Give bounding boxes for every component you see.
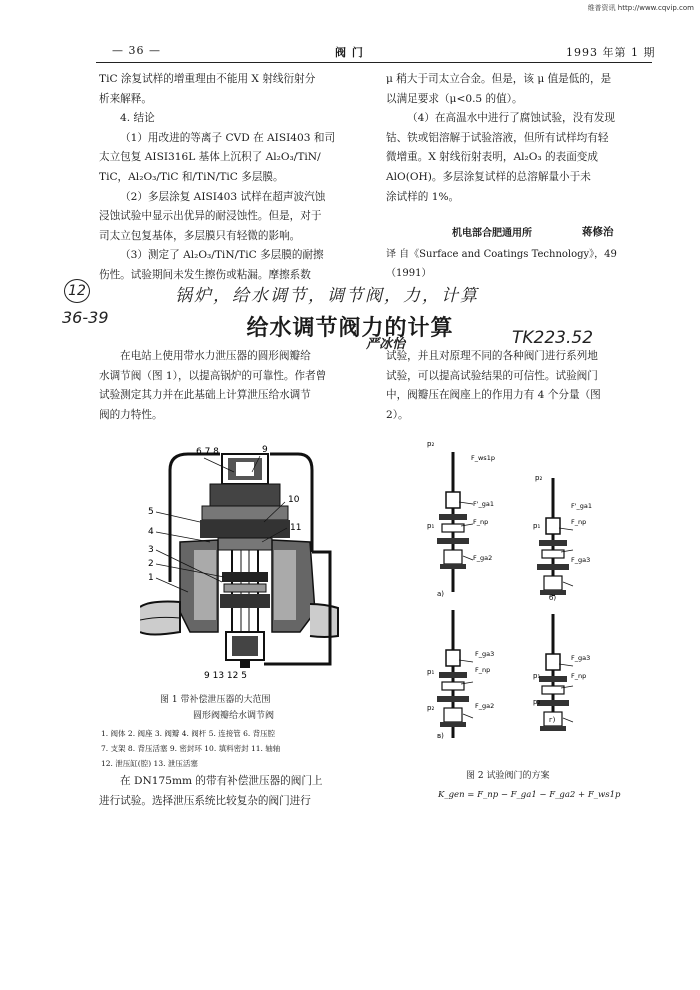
body-flange: [537, 564, 569, 570]
fig1-label-2: 2: [148, 559, 154, 569]
fig1-label-bottom: 9 13 12 5: [204, 671, 247, 681]
prev-article-right-column: [386, 70, 654, 207]
fig2-force-ga1: F'_ga1: [473, 500, 495, 508]
fig2-force-ga1-b: F'_ga1: [571, 502, 593, 510]
fig2-force-ga3-c: F_ga3: [475, 650, 495, 658]
fig1-label-4: 4: [148, 527, 154, 537]
lower-piston: [544, 576, 562, 590]
force-arrow: [463, 556, 473, 560]
figure1-legend-line3: 12. 泄压缸(腔) 13. 泄压活塞: [101, 759, 198, 768]
text-line: 中，阀瓣压在阀座上的作用力有 4 个分量（图: [386, 389, 601, 402]
seat-flange: [539, 540, 567, 546]
figure1-caption-line1: 图 1 带补偿泄压器的大范围: [160, 695, 271, 705]
text-line: （1）用改进的等离子 CVD 在 AISI403 和司: [120, 131, 336, 144]
lower-piston: [444, 708, 462, 722]
article-body-left: [99, 772, 361, 811]
text-line: 试验，并且对原理不同的各种阀门进行系列地: [386, 350, 598, 362]
fig1-label-1: 1: [148, 573, 154, 583]
text-line: 太立包复 AISI316L 基体上沉积了 Al₂O₃/TiN/: [99, 151, 321, 164]
fig2-p2-d: p₂: [533, 698, 541, 706]
text-line: 阀的力特性。: [99, 408, 163, 421]
text-line: 钴、铁或铝溶解于试验溶液，但所有试样均有轻: [386, 131, 609, 144]
fig2-p1-b: p₁: [533, 522, 541, 530]
fig2-p1-c: p₁: [427, 668, 435, 676]
text-line: 试验，可以提高试验结果的可信性。试验阀门: [386, 369, 598, 382]
body-flange: [437, 696, 469, 702]
figure2-caption: 图 2 试验阀门的方案: [466, 771, 550, 781]
figure1-caption-line2: 圆形阀瓣给水调节阀: [193, 711, 275, 721]
fig2-p2-b: p₂: [535, 474, 543, 482]
text-line: （3）测定了 Al₂O₃/TiN/TiC 多层膜的耐擦: [120, 249, 324, 262]
text-line: 试验测定其力并在此基础上计算泄压给水调节: [99, 389, 311, 402]
upper-piston: [446, 650, 460, 666]
author-name: 严冰怡: [366, 337, 406, 352]
page-number: — 36 —: [112, 44, 161, 57]
header-rule: [96, 62, 652, 63]
translator-org: 机电部合肥通用所: [452, 228, 532, 239]
fig2-p2-c: p₂: [427, 704, 435, 712]
valve-disc: [542, 550, 564, 558]
fig2-p1-d: p₁: [533, 672, 541, 680]
text-line: TiC 涂复试样的增重理由不能用 X 射线衍射分: [99, 73, 316, 85]
text-line: μ 稍大于司太立合金。但是，该 μ 值是低的，是: [386, 73, 612, 85]
force-arrow: [563, 718, 573, 722]
cylinder-flange: [540, 726, 566, 731]
seat-flange: [439, 672, 467, 678]
fig1-label-5: 5: [148, 507, 154, 517]
force-arrow: [563, 582, 573, 586]
fig1-label-3: 3: [148, 545, 154, 555]
fig1-label-6-7-8: 6 7 8: [196, 447, 219, 457]
valve-disc: [542, 686, 564, 694]
text-line: 在 DN175mm 的带有补偿泄压器的阀门上: [120, 775, 323, 787]
body-flange: [437, 538, 469, 544]
text-line: 涂试样的 1%。: [386, 190, 460, 203]
fig1-label-10: 10: [288, 495, 300, 505]
text-line: 水调节阀（图 1），以提高锅炉的可靠性。作者曾: [99, 369, 327, 382]
fig1-label-11: 11: [290, 523, 302, 533]
upper-piston: [546, 518, 560, 534]
upper-piston: [546, 654, 560, 670]
figure2-formula: K_gen = F_np − F_ga1 − F_ga2 + F_ws1p: [438, 790, 621, 800]
fig2-p2-a: p₂: [427, 440, 435, 448]
text-line: （4）在高温水中进行了腐蚀试验，没有发现: [407, 112, 616, 125]
watermark-url: 维普资讯 http://www.cqvip.com: [587, 4, 694, 12]
fig2-sub-a: a): [437, 590, 445, 598]
seat-flange: [439, 514, 467, 520]
text-line: 微增重。X 射线衍射表明，Al₂O₃ 的表面变成: [386, 151, 598, 164]
article-intro-left: [99, 347, 361, 425]
class-code-note: TK223.52: [512, 328, 594, 348]
text-line: 析来解释。: [99, 92, 152, 105]
seat-flange: [539, 676, 567, 682]
journal-name: 阀 门: [335, 46, 364, 59]
text-line: 以满足要求（μ<0.5 的值）。: [386, 92, 523, 105]
translator-name: 蒋修治: [582, 226, 614, 238]
fig2-force-ga2: F_ga2: [473, 554, 493, 562]
text-line: （2）多层涂复 AISI403 试样在超声波汽蚀: [120, 190, 326, 203]
fig2-p1-a: p₁: [427, 522, 435, 530]
body-flange: [537, 700, 569, 706]
cylinder-flange: [440, 722, 466, 727]
text-line: 在电站上使用带水力泄压器的圆形阀瓣给: [120, 350, 311, 362]
fig2-force-np-b: F_np: [571, 518, 587, 526]
fig2-sub-d: г): [549, 716, 556, 724]
force-arrow: [459, 502, 473, 504]
fig2-force-ga3-d: F_ga3: [571, 654, 591, 662]
force-arrow: [559, 528, 573, 530]
fig2-force-np-d: F_np: [571, 672, 587, 680]
article-title: 给水调节阀力的计算: [246, 316, 454, 341]
prev-article-left-column: [99, 70, 359, 286]
text-line: 2）。: [386, 408, 409, 421]
circled-number: 12: [64, 279, 90, 303]
text-line: 司太立包复基体，多层膜只有轻微的影响。: [99, 229, 301, 242]
figure1-legend-line1: 1. 阀体 2. 阀座 3. 阀瓣 4. 阀杆 5. 连接管 6. 背压腔: [101, 729, 276, 738]
force-arrow: [463, 714, 473, 718]
fig2-sub-c: в): [437, 732, 444, 740]
fig2-force-np: F_np: [473, 518, 489, 526]
page-range-note: 36-39: [62, 308, 109, 327]
text-line: 伤性。试验期间未发生擦伤或粘漏。摩擦系数: [99, 268, 311, 281]
figure1-valve-drawing: [140, 432, 350, 682]
valve-disc: [442, 682, 464, 690]
valve-disc: [442, 524, 464, 532]
figure2-valve-schemes: [425, 438, 610, 753]
text-line: AlO(OH)。多层涂复试样的总溶解量小于未: [386, 170, 591, 183]
force-arrow: [459, 660, 473, 662]
article-intro-right: [386, 347, 654, 425]
lower-piston: [444, 550, 462, 564]
section-heading: 4. 结论: [120, 112, 155, 125]
fig2-force-ga3-b: F_ga3: [571, 556, 591, 564]
fig1-label-9: 9: [262, 445, 268, 455]
fig2-force-ga2-c: F_ga2: [475, 702, 495, 710]
fig2-force-wsip: F_ws1p: [471, 454, 495, 462]
text-line: 浸蚀试验中显示出优异的耐浸蚀性。但是，对于: [99, 210, 322, 223]
text-line: 进行试验。选择泄压系统比较复杂的阀门进行: [99, 794, 311, 807]
text-line: TiC，Al₂O₃/TiC 和/TiN/TiC 多层膜。: [99, 170, 284, 183]
fig2-force-np-c: F_np: [475, 666, 491, 674]
figure1-legend-line2: 7. 支架 8. 背压活塞 9. 密封环 10. 填料密封 11. 轴轴: [101, 744, 281, 753]
source-line: 译 自《Surface and Coatings Technology》，49: [386, 249, 617, 260]
keywords-note: 锅炉，给水调节，调节阀，力，计算: [175, 286, 479, 306]
issue-label: 1993 年第 1 期: [566, 46, 656, 59]
force-arrow: [559, 664, 573, 666]
fig2-sub-b: б): [549, 594, 557, 602]
source-year: （1991）: [386, 268, 432, 279]
upper-piston: [446, 492, 460, 508]
cylinder-flange: [440, 564, 466, 569]
